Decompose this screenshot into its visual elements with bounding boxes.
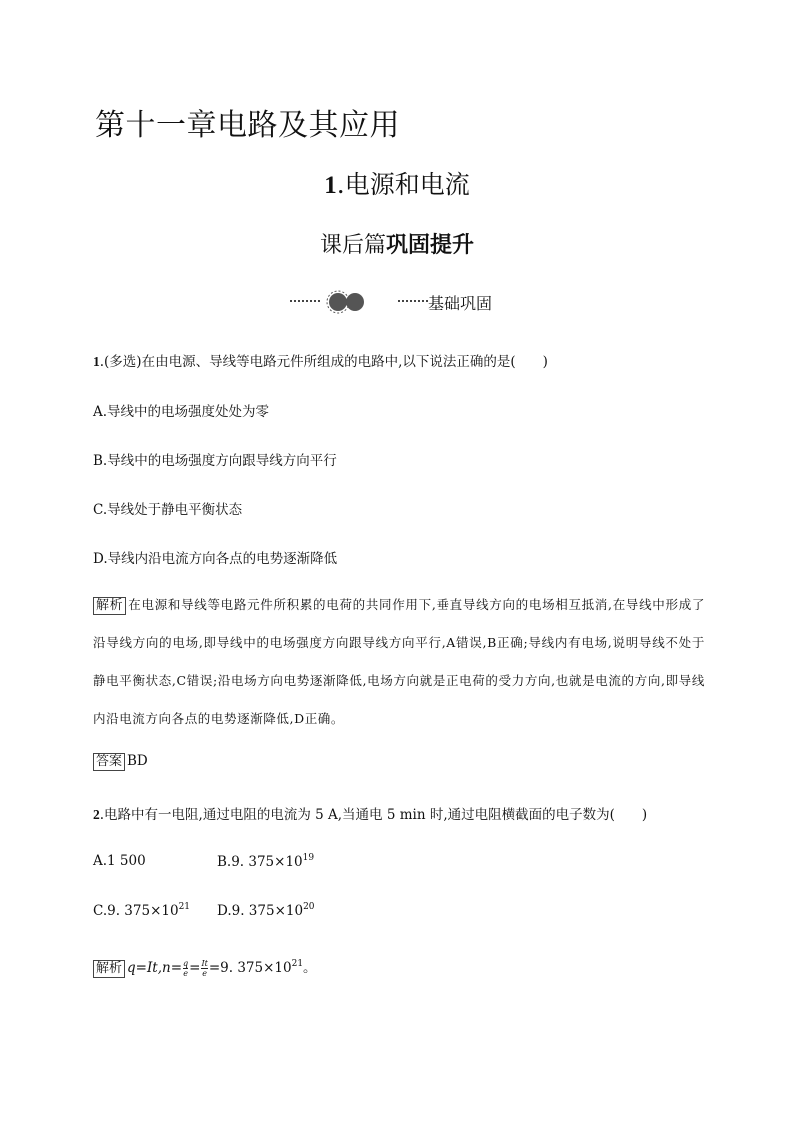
question-2-option-a: A.1 500 [93, 853, 146, 869]
question-2-option-c: C.9. $375\times 10^{21}$ [93, 902, 191, 919]
question-1-number: 1 [93, 354, 100, 369]
divider-label: 基础巩固 [428, 294, 493, 313]
question-1-option-d: D.导线内沿电流方向各点的电势逐渐降低 [93, 551, 338, 567]
analysis-label: 解析 [93, 597, 126, 615]
fraction-it-over-e: $\frac{It}{e}$ [201, 959, 208, 978]
sub-title-bold: 巩固提升 [386, 232, 475, 258]
answer-value: BD [127, 753, 148, 769]
section-divider [0, 288, 794, 314]
question-2-text: .电路中有一电阻,通过电阻的电流为 5 A,当通电 5 min 时,通过电阻横截面的电子数为( ) [99, 807, 648, 823]
analysis-text: 在电源和导线等电路元件所积累的电荷的共同作用下,垂直导线方向的电场相互抵消,在导线中形成了沿导线方向的电场,即导线中的电场强度方向跟导线方向平行,A错误,B正确;导线内有电场,说明导线不处于静电平衡状态,C错误;沿电场方向电势逐渐降低,电场方向就是正电荷的受力方向,也就是电流的方向,即导线内沿电流方向各点的电势逐渐降低,D正确。 [93, 597, 705, 726]
question-1-text: .(多选)在由电源、导线等电路元件所组成的电路中,以下说法正确的是( ) [99, 354, 548, 370]
question-1-analysis [93, 586, 705, 738]
formula-result: =9. 375×10 [208, 960, 292, 976]
sub-title-light: 课后篇 [319, 233, 386, 258]
question-1-option-b: B.导线中的电场强度方向跟导线方向平行 [93, 453, 337, 469]
question-1-answer [93, 753, 148, 771]
question-2-option-b: B.9. $375\times 10^{19}$ [217, 853, 315, 870]
question-1-stem [93, 350, 548, 370]
formula-part-1: q=It,n= [127, 960, 183, 976]
question-2-number: 2 [93, 807, 100, 822]
dotted-line-right [398, 300, 428, 302]
answer-label: 答案 [93, 753, 125, 771]
formula-result-exponent: 21 [291, 959, 304, 969]
chapter-title: 第十一章电路及其应用 [95, 108, 400, 143]
double-circle-icon [324, 290, 370, 314]
analysis-label: 解析 [93, 960, 125, 978]
fraction-q-over-e: $\frac{q}{e}$ [183, 959, 189, 978]
section-number: 1 [324, 172, 337, 199]
question-1-option-c: C.导线处于静电平衡状态 [93, 502, 243, 518]
sub-title [0, 228, 794, 259]
question-2-analysis: 解析 q=It,n= $\frac{q}{e}$ = $\frac{It}{e}$ =9. $375\times 10^{21}$。 [93, 956, 317, 978]
question-2-option-d: D.9. $375\times 10^{20}$ [217, 902, 315, 919]
question-2-stem [93, 803, 647, 823]
question-1-option-a: A.导线中的电场强度处处为零 [93, 404, 270, 420]
section-name: .电源和电流 [336, 170, 470, 199]
dotted-line-left [290, 300, 320, 302]
section-title [0, 165, 794, 201]
